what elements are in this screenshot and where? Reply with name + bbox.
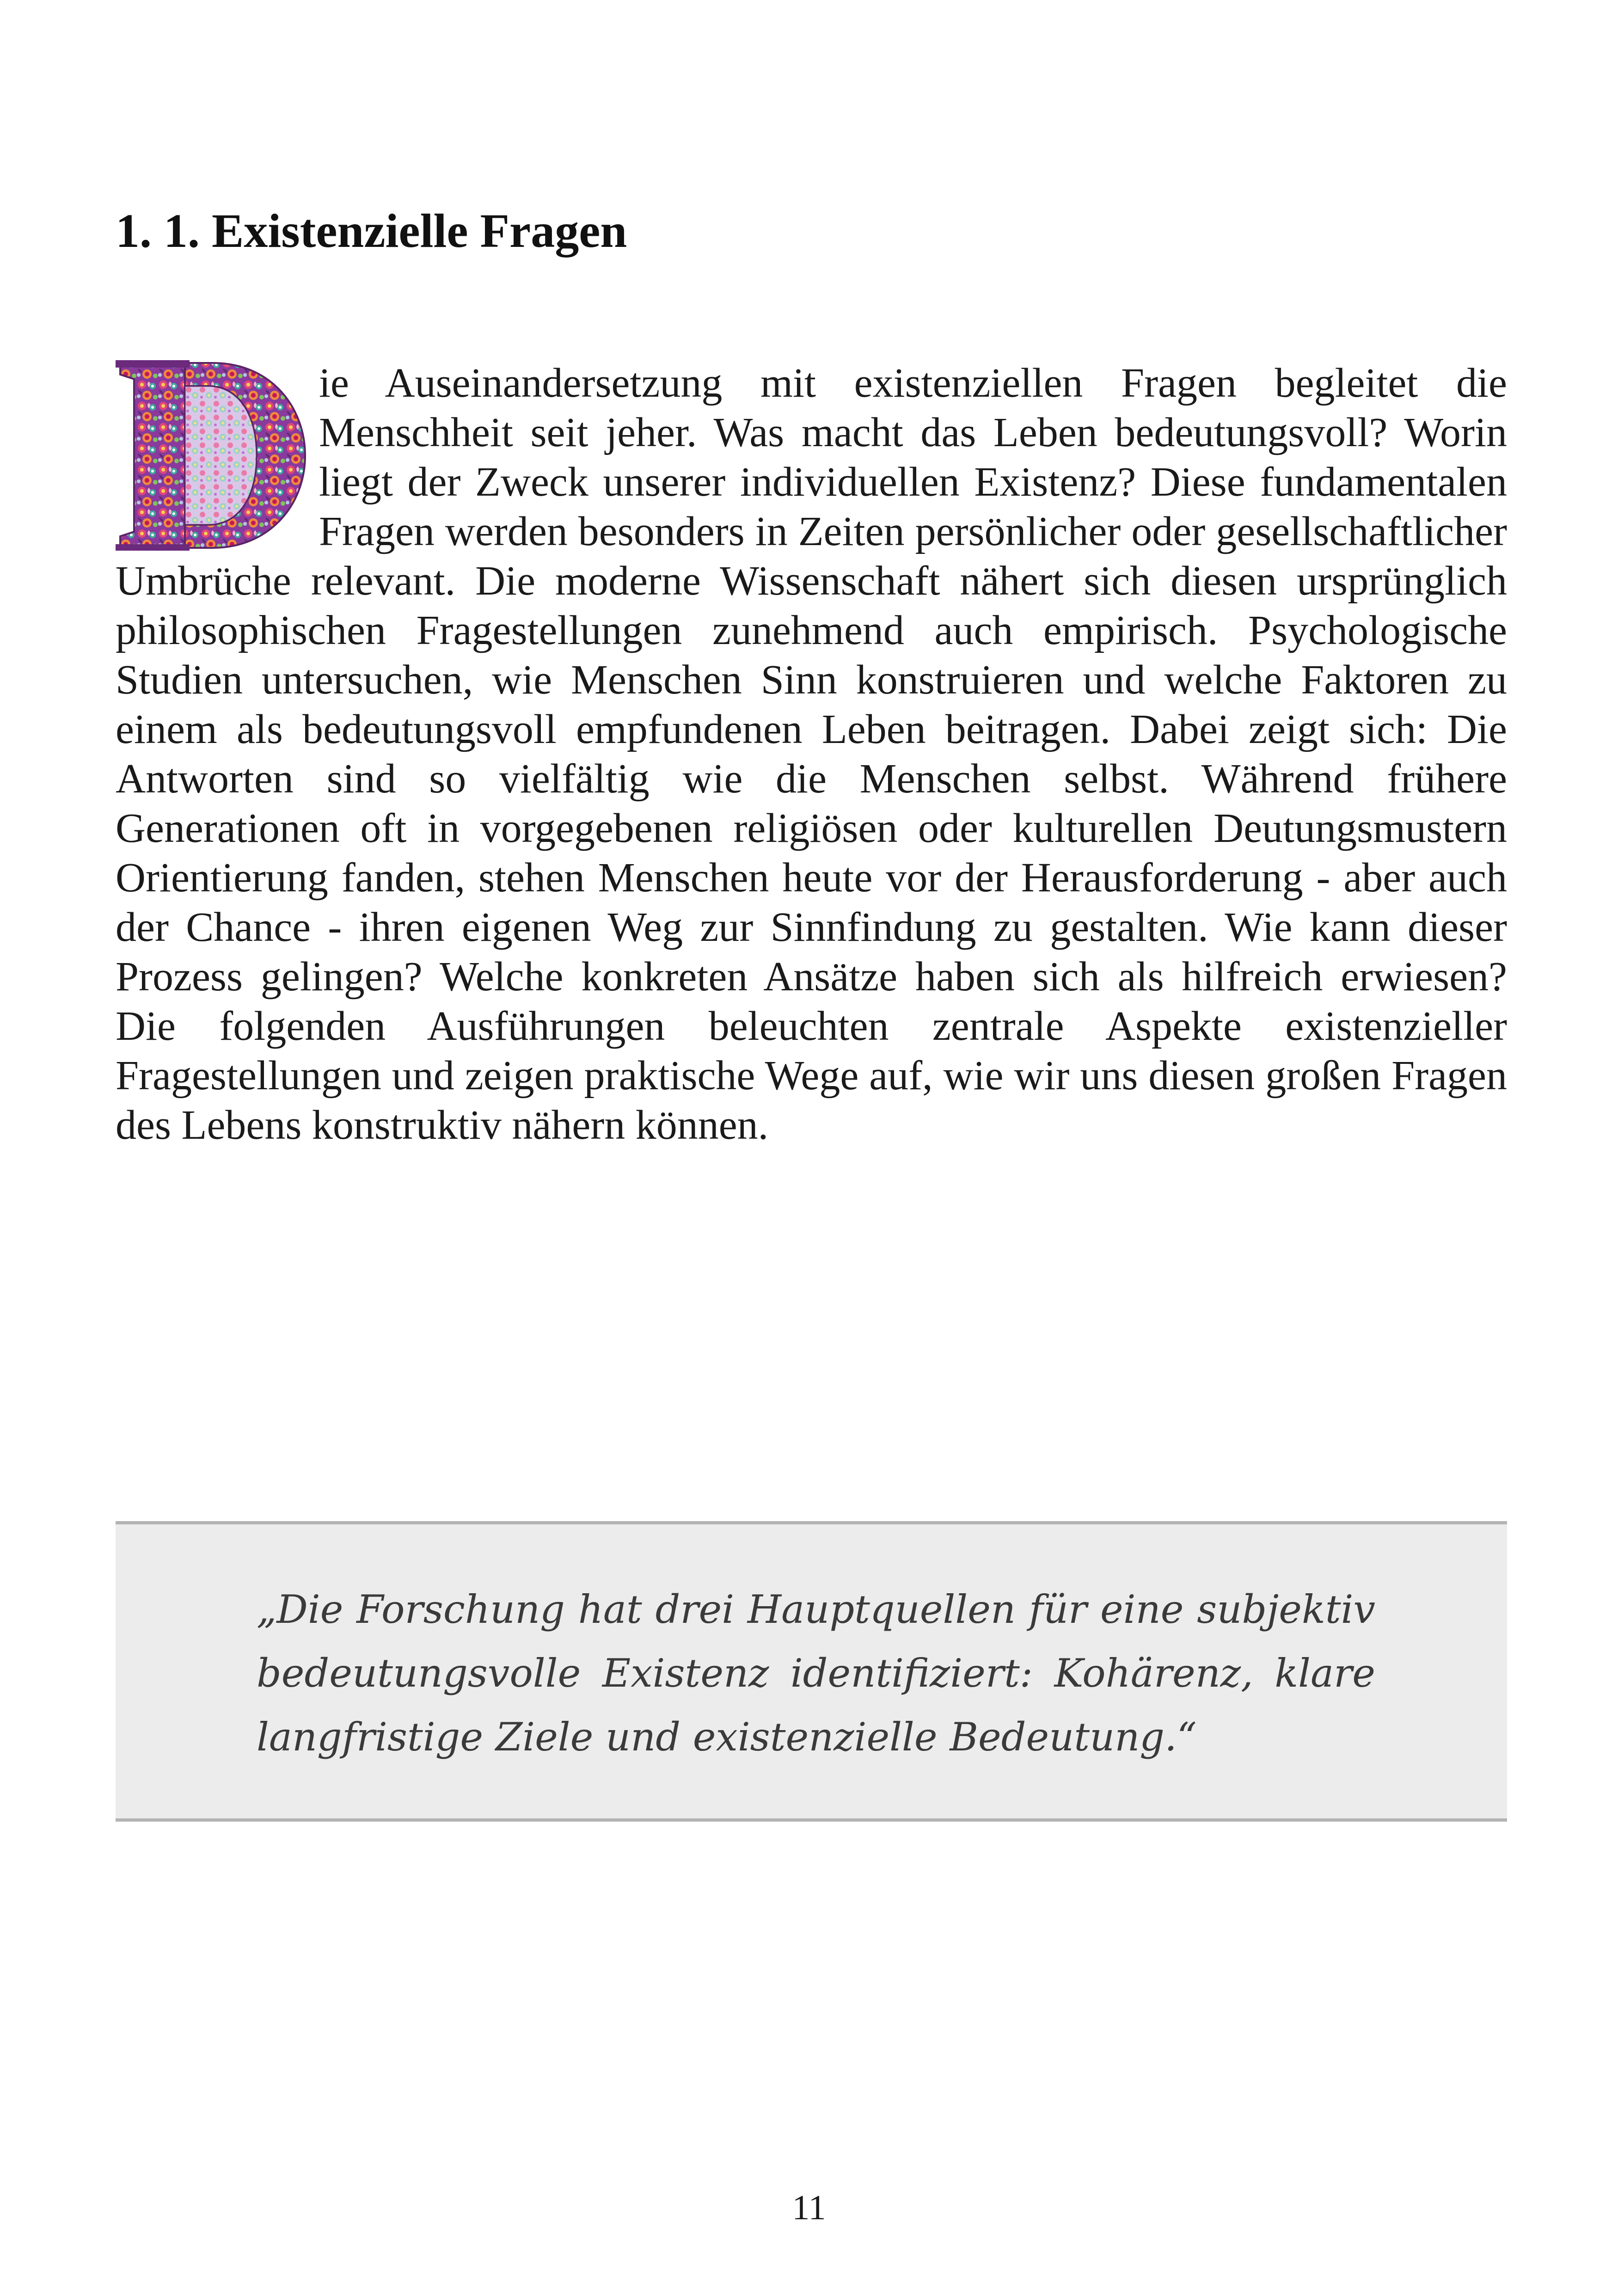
ornamental-dropcap-icon bbox=[116, 358, 319, 553]
intro-paragraph bbox=[116, 358, 1507, 1150]
quote-box bbox=[116, 1521, 1507, 1822]
quote-text: „Die Forschung hat drei Hauptquellen für eine subjektiv bedeutungsvolle Existenz identifiziert: Kohärenz, klare langfristige Ziele und existenzielle Bedeutung.“ bbox=[257, 1587, 1375, 1760]
intro-text: ie Auseinandersetzung mit existenziellen Fragen begleitet die Menschheit seit jeher. Was macht das Leben bedeutungsvoll? Worin liegt der Zweck unserer individuellen Existenz? Diese fundamentalen Fragen werden besonders in Zeiten persönlicher oder gesellschaftlicher Umbrüche relevant. Die moderne Wissenschaft nähert sich diesen ursprünglich philosophischen Fragestellungen zunehmend auch empirisch. Psychologische Studien untersuchen, wie Menschen Sinn konstruieren und welche Faktoren zu einem als bedeutungsvoll empfundenen Leben beitragen. Dabei zeigt sich: Die Antworten sind so vielfältig wie die Menschen selbst. Während frühere Generationen oft in vorgegebenen religiösen oder kulturellen Deutungsmustern Orientierung fanden, stehen Menschen heute vor der Herausforderung - aber auch der Chance - ihren eigenen Weg zur Sinnfindung zu gestalten. Wie kann dieser Prozess gelingen? Welche konkreten Ansätze haben sich als hilfreich erwiesen? Die folgenden Ausführungen beleuchten zentrale Aspekte existenzieller Fragestellungen und zeigen praktische Wege auf, wie wir uns diesen großen Fragen des Lebens konstruktiv nähern können. bbox=[116, 360, 1507, 1148]
section-heading: 1. 1. Existenzielle Fragen bbox=[116, 204, 627, 258]
page-number: 11 bbox=[792, 2188, 826, 2227]
